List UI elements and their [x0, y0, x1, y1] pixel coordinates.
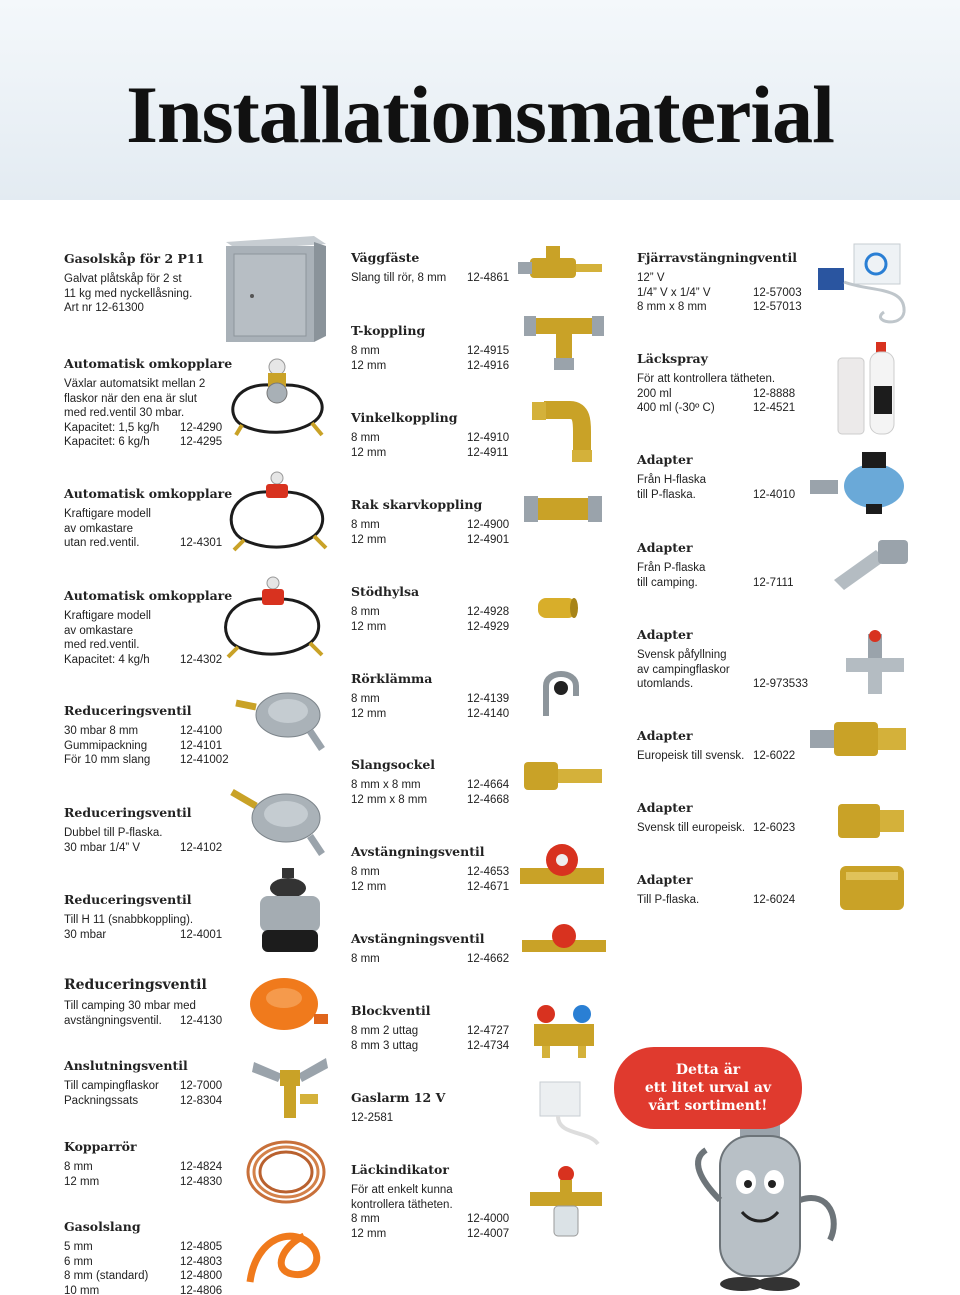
product-description: Svensk påfyllning — [637, 649, 727, 661]
product-section-stod — [351, 584, 510, 634]
article-number: 12-4290 — [180, 421, 223, 434]
variant-label: 200 ml — [637, 387, 672, 400]
product-description: För att enkelt kunna — [351, 1184, 453, 1196]
product-title: Automatisk omkopplare — [64, 356, 233, 371]
variant-label: 8 mm — [351, 866, 380, 878]
variant-label: till P-flaska. — [637, 488, 696, 501]
elbow-coupling-image — [530, 398, 596, 464]
product-title: Reduceringsventil — [64, 892, 192, 907]
product-title: Läckspray — [637, 351, 708, 366]
promo-line: Detta är — [675, 1062, 741, 1078]
article-number: 12-4102 — [180, 841, 223, 854]
product-section-sockel — [351, 757, 510, 807]
variant-row — [64, 1269, 223, 1284]
article-number: 12-4001 — [180, 928, 223, 941]
dual-regulator-image — [226, 782, 330, 858]
article-number: 12-7000 — [180, 1080, 223, 1092]
variant-row — [64, 724, 223, 739]
product-section-ad4 — [637, 728, 796, 764]
variant-row — [351, 359, 510, 374]
variant-label: 30 mbar 1/4” V — [64, 841, 141, 854]
variant-label: 8 mm 2 uttag — [351, 1025, 419, 1037]
product-section-lack — [351, 1162, 510, 1241]
product-section-tkopp — [351, 323, 510, 373]
variant-row — [64, 1175, 223, 1190]
article-number: 12-4734 — [467, 1039, 510, 1052]
article-number: 12-4010 — [753, 488, 796, 501]
product-title: Väggfäste — [351, 250, 420, 265]
variant-row — [351, 1039, 510, 1054]
hose-socket-image — [520, 756, 606, 796]
product-title: Gasolskåp för 2 P11 — [64, 251, 205, 266]
variant-label: Kapacitet: 1,5 kg/h — [64, 421, 160, 434]
variant-label: 1/4” V x 1/4” V — [637, 286, 711, 299]
product-title: Adapter — [637, 800, 693, 815]
variant-row — [637, 677, 808, 692]
variant-row — [64, 1284, 223, 1295]
product-section-klamma — [351, 671, 510, 721]
variant-label: 12 mm — [351, 446, 387, 459]
article-number: 12-4671 — [467, 880, 510, 893]
variant-row — [637, 576, 794, 591]
article-number: 12-4824 — [180, 1161, 223, 1173]
variant-row — [64, 536, 232, 551]
variant-label: Svensk till europeisk. — [637, 822, 746, 834]
variant-label: utan red.ventil. — [64, 537, 140, 550]
product-title: Adapter — [637, 452, 693, 467]
product-title: Reduceringsventil — [64, 805, 192, 820]
variant-label: Kapacitet: 6 kg/h — [64, 436, 150, 449]
variant-row — [351, 271, 510, 286]
variant-label: 8 mm — [64, 1161, 93, 1173]
variant-label: 30 mbar — [64, 928, 107, 941]
article-number: 12-4929 — [467, 620, 510, 633]
variant-label: 8 mm — [351, 606, 380, 618]
product-title: Vinkelkoppling — [351, 410, 458, 425]
product-description: Kraftigare modell — [64, 610, 151, 622]
product-description: Till camping 30 mbar med — [64, 1000, 196, 1012]
wall-bracket-image — [516, 242, 606, 292]
variant-row — [351, 952, 510, 967]
variant-label: 8 mm — [351, 432, 380, 444]
product-description: 12-2581 — [351, 1112, 394, 1124]
variant-label: 400 ml (-30º C) — [637, 402, 715, 415]
product-description: Art nr 12-61300 — [64, 302, 144, 315]
t-coupling-image — [518, 308, 610, 372]
promo-line: vårt sortiment! — [648, 1098, 768, 1114]
product-description: 12” V — [637, 272, 665, 284]
variant-row — [351, 518, 510, 533]
article-number: 12-4140 — [467, 707, 510, 720]
variant-label: 8 mm — [351, 953, 380, 965]
variant-row — [351, 620, 510, 635]
article-number: 12-41002 — [180, 754, 229, 767]
article-number: 12-4295 — [180, 436, 223, 449]
variant-row — [64, 653, 232, 668]
article-number: 12-4915 — [467, 345, 510, 357]
product-title: Adapter — [637, 540, 693, 555]
product-section-avst1 — [351, 844, 510, 894]
article-number: 12-4000 — [467, 1213, 510, 1226]
product-section-rak — [351, 497, 510, 547]
product-description: kontrollera tätheten. — [351, 1198, 453, 1211]
product-title: Gasolslang — [64, 1219, 141, 1234]
product-title: Automatisk omkopplare — [64, 486, 233, 501]
camping-regulator-image — [244, 970, 330, 1042]
product-description: Dubbel till P-flaska. — [64, 827, 163, 839]
product-title: Avstängningsventil — [351, 844, 485, 859]
pipe-clamp-image — [538, 666, 584, 720]
product-title: Adapter — [637, 627, 693, 642]
article-number: 12-7111 — [753, 576, 794, 589]
article-number: 12-4900 — [467, 519, 510, 531]
variant-label: 12 mm — [351, 533, 387, 546]
variant-label: avstängningsventil. — [64, 1014, 162, 1027]
product-description: Från P-flaska — [637, 562, 706, 574]
variant-label: 8 mm — [351, 519, 380, 531]
article-number: 12-973533 — [753, 678, 808, 691]
article-number: 12-4910 — [467, 432, 510, 444]
variant-row — [351, 793, 510, 808]
product-title: Automatisk omkopplare — [64, 588, 233, 603]
variant-label: Europeisk till svensk. — [637, 750, 745, 762]
article-number: 12-4664 — [467, 779, 510, 791]
product-description: Till H 11 (snabbkoppling). — [64, 914, 194, 926]
product-section-omk1 — [64, 356, 232, 450]
product-section-red3 — [64, 892, 223, 942]
variant-row — [351, 880, 510, 895]
product-section-koppar — [64, 1139, 223, 1189]
product-title: Kopparrör — [64, 1139, 137, 1154]
article-number: 12-4928 — [467, 606, 510, 618]
product-title: Adapter — [637, 872, 693, 887]
variant-label: 5 mm — [64, 1241, 93, 1253]
variant-row — [351, 865, 510, 880]
adapter-p-to-camping-image — [826, 536, 912, 592]
promo-line: ett litet urval av — [644, 1080, 772, 1096]
product-description: Kraftigare modell — [64, 508, 151, 520]
article-number: 12-4301 — [180, 537, 223, 550]
article-number: 12-4727 — [467, 1025, 510, 1037]
variant-row — [64, 421, 232, 436]
variant-row — [637, 821, 796, 836]
variant-row — [64, 1160, 223, 1175]
product-title: Reduceringsventil — [64, 703, 192, 718]
variant-row — [351, 344, 510, 359]
article-number: 12-4130 — [180, 1014, 223, 1027]
product-title: Adapter — [637, 728, 693, 743]
connection-valve-image — [250, 1052, 330, 1122]
product-section-ad1 — [637, 452, 796, 502]
product-section-red4 — [64, 977, 223, 1028]
variant-row — [351, 1227, 510, 1242]
variant-row — [351, 431, 510, 446]
variant-row — [64, 435, 232, 450]
article-number: 12-8888 — [753, 387, 796, 400]
product-description: med red.ventil 30 mbar. — [64, 407, 185, 420]
article-number: 12-4800 — [180, 1270, 223, 1283]
gas-cabinet-image — [218, 232, 328, 344]
gas-bottle-mascot-image — [670, 1120, 860, 1292]
product-section-slang — [64, 1219, 223, 1295]
variant-label: 12 mm — [351, 359, 387, 372]
variant-label: För 10 mm slang — [64, 754, 151, 767]
article-number: 12-4861 — [467, 272, 510, 284]
product-section-red1 — [64, 703, 229, 768]
variant-label: 12 mm — [351, 620, 387, 633]
straight-coupling-image — [520, 492, 606, 526]
article-number: 12-6024 — [753, 894, 796, 906]
variant-row — [351, 1212, 510, 1227]
variant-label: 12 mm — [351, 880, 387, 893]
article-number: 12-4139 — [467, 693, 510, 705]
quick-coupling-regulator-image — [252, 866, 330, 958]
product-description: av campingflaskor — [637, 663, 730, 676]
product-description: av omkastare — [64, 624, 134, 637]
leak-indicator-image — [526, 1162, 606, 1242]
article-number: 12-57013 — [753, 301, 802, 314]
variant-row — [351, 533, 510, 548]
article-number: 12-4521 — [753, 402, 796, 415]
variant-label: 8 mm — [351, 693, 380, 705]
variant-row — [64, 1079, 223, 1094]
variant-row — [64, 1094, 223, 1109]
product-title: Rörklämma — [351, 671, 433, 686]
product-section-fjarr — [637, 250, 802, 315]
product-description: av omkastare — [64, 522, 134, 535]
article-number: 12-57003 — [753, 286, 802, 299]
article-number: 12-4916 — [467, 359, 510, 372]
article-number: 12-4803 — [180, 1255, 223, 1268]
variant-label: 10 mm — [64, 1284, 100, 1295]
variant-label: Till P-flaska. — [637, 894, 700, 906]
product-title: Slangsockel — [351, 757, 436, 772]
promo-bubble — [614, 1047, 802, 1129]
variant-row — [64, 1255, 223, 1270]
product-description: Galvat plåtskåp för 2 st — [64, 273, 182, 285]
gas-hose-image — [242, 1216, 330, 1292]
changeover-valve-image — [222, 470, 332, 560]
product-description: Växlar automatsikt mellan 2 — [64, 378, 206, 390]
support-sleeve-image — [534, 590, 580, 626]
product-section-larm — [351, 1090, 445, 1126]
block-valve-image — [516, 1000, 612, 1060]
variant-label: till camping. — [637, 576, 698, 589]
variant-label: Packningssats — [64, 1094, 139, 1107]
product-title: Rak skarvkoppling — [351, 497, 483, 512]
product-description: Från H-flaska — [637, 474, 707, 486]
variant-row — [637, 488, 796, 503]
variant-label: 30 mbar 8 mm — [64, 725, 139, 737]
product-section-ad5 — [637, 800, 796, 836]
variant-label: 8 mm — [351, 345, 380, 357]
adapter-refill-image — [840, 628, 910, 698]
article-number: 12-4901 — [467, 533, 510, 546]
shutoff-valve-image — [516, 840, 608, 902]
variant-row — [64, 1240, 223, 1255]
variant-row — [351, 692, 510, 707]
product-section-vagg — [351, 250, 510, 286]
product-title: Avstängningsventil — [351, 931, 485, 946]
variant-row — [351, 1024, 510, 1039]
changeover-regulator-image — [222, 355, 334, 447]
product-title: Stödhylsa — [351, 584, 420, 599]
article-number: 12-6023 — [753, 822, 796, 834]
variant-label: 8 mm (standard) — [64, 1270, 149, 1283]
variant-row — [64, 928, 223, 943]
product-title: T-koppling — [351, 323, 426, 338]
product-title: Reduceringsventil — [64, 977, 207, 993]
changeover-regulator-image — [216, 575, 330, 667]
variant-row — [637, 387, 796, 402]
page-title: Installationsmaterial — [126, 69, 834, 160]
product-section-ad2 — [637, 540, 794, 590]
product-title: Blockventil — [351, 1003, 431, 1018]
product-description: flaskor när den ena är slut — [64, 392, 197, 405]
leak-spray-image — [836, 340, 916, 436]
product-section-ansl — [64, 1058, 223, 1108]
product-title: Anslutningsventil — [64, 1058, 188, 1073]
variant-row — [351, 778, 510, 793]
article-number: 12-4830 — [180, 1175, 223, 1188]
variant-row — [64, 1014, 223, 1029]
product-section-spray — [637, 351, 796, 416]
variant-row — [637, 401, 796, 416]
product-section-red2 — [64, 805, 223, 855]
adapter-to-p-image — [836, 860, 908, 916]
article-number: 12-4302 — [180, 653, 223, 666]
variant-label: Kapacitet: 4 kg/h — [64, 653, 150, 666]
variant-label: Slang till rör, 8 mm — [351, 272, 447, 284]
variant-row — [637, 749, 796, 764]
product-section-omk2 — [64, 486, 232, 551]
copper-pipe-image — [240, 1134, 330, 1210]
product-section-omk3 — [64, 588, 232, 667]
remote-shutoff-image — [810, 242, 910, 328]
variant-row — [351, 605, 510, 620]
variant-row — [637, 300, 802, 315]
header-banner — [0, 0, 960, 200]
gas-alarm-image — [528, 1080, 608, 1150]
product-section-vinkel — [351, 410, 510, 460]
regulator-image — [230, 685, 330, 755]
variant-row — [64, 753, 229, 768]
variant-label: 12 mm — [351, 707, 387, 720]
adapter-h-to-p-image — [806, 446, 914, 516]
product-description: För att kontrollera tätheten. — [637, 373, 776, 385]
product-description: 11 kg med nyckellåsning. — [64, 287, 193, 300]
article-number: 12-6022 — [753, 750, 796, 762]
article-number: 12-4653 — [467, 866, 510, 878]
article-number: 12-8304 — [180, 1094, 223, 1107]
product-section-ad3 — [637, 627, 808, 692]
article-number: 12-4662 — [467, 953, 510, 965]
article-number: 12-4101 — [180, 739, 223, 752]
variant-label: 8 mm 3 uttag — [351, 1039, 419, 1052]
product-section-avst2 — [351, 931, 510, 967]
variant-row — [64, 739, 223, 754]
product-description: med red.ventil. — [64, 639, 140, 652]
variant-label: 12 mm x 8 mm — [351, 793, 428, 806]
article-number: 12-4805 — [180, 1241, 223, 1253]
variant-row — [64, 841, 223, 856]
article-number: 12-4806 — [180, 1284, 223, 1295]
article-number: 12-4668 — [467, 793, 510, 806]
article-number: 12-4100 — [180, 725, 223, 737]
variant-label: utomlands. — [637, 678, 694, 691]
shutoff-valve-image — [518, 920, 610, 964]
adapter-se-to-eu-image — [832, 796, 908, 846]
variant-label: Till campingflaskor — [64, 1080, 159, 1092]
product-section-gasolskap — [64, 251, 204, 316]
variant-label: 12 mm — [351, 1227, 387, 1240]
variant-label: 12 mm — [64, 1175, 100, 1188]
adapter-eu-to-se-image — [806, 716, 910, 762]
product-title: Fjärravstängningventil — [637, 250, 798, 265]
variant-label: 8 mm x 8 mm — [637, 301, 707, 314]
variant-label: 8 mm — [351, 1213, 380, 1226]
variant-row — [637, 893, 796, 908]
variant-row — [637, 286, 802, 301]
variant-row — [351, 446, 509, 461]
article-number: 12-4007 — [467, 1227, 510, 1240]
variant-label: 6 mm — [64, 1255, 93, 1268]
product-section-ad6 — [637, 872, 796, 908]
product-title: Gaslarm 12 V — [351, 1090, 446, 1105]
variant-label: Gummipackning — [64, 739, 148, 752]
variant-label: 8 mm x 8 mm — [351, 779, 421, 791]
product-section-block — [351, 1003, 510, 1053]
article-number: 12-4911 — [467, 446, 509, 459]
variant-row — [351, 707, 510, 722]
product-title: Läckindikator — [351, 1162, 449, 1177]
